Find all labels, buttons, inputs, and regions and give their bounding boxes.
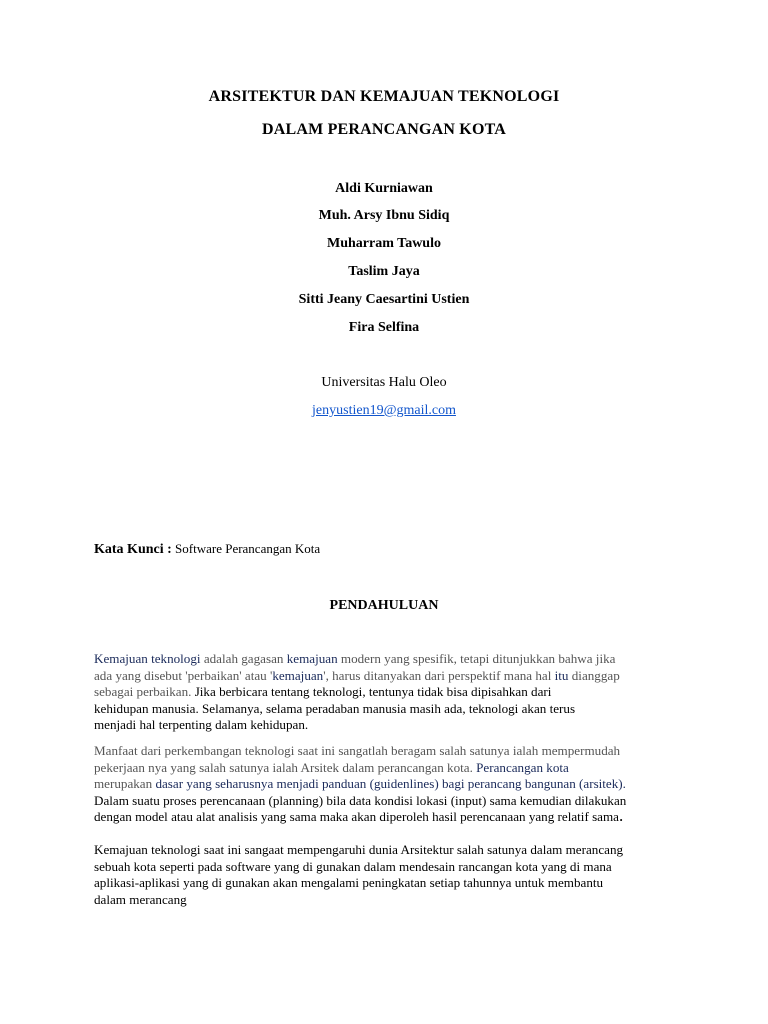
text-line: sebagai perbaikan. Jika berbicara tentang teknologi, tentunya tidak bisa dipisahkan dari: [94, 684, 552, 699]
text-line: Manfaat dari perkembangan teknologi saat ini sangatlah beragam salah satunya ialah mempermudah: [94, 743, 621, 758]
section-heading: PENDAHULUAN: [329, 598, 439, 613]
keywords-value: Software Perancangan Kota: [175, 541, 321, 556]
text-line: Kemajuan teknologi adalah gagasan kemajuan modern yang spesifik, tetapi ditunjukkan bahwa jika: [94, 651, 616, 666]
text-line: sebuah kota seperti pada software yang di gunakan dalam mendesain rancangan kota yang di mana: [94, 858, 612, 874]
text-line: dengan model atau alat analisis yang sama maka akan diperoleh hasil perencanaan yang relatif sama.: [94, 806, 624, 825]
keywords-label: Kata Kunci :: [94, 542, 172, 557]
text-line: menjadi hal terpenting dalam kehidupan.: [94, 717, 309, 732]
text-line: Dalam suatu proses perencanaan (planning) bila data kondisi lokasi (input) sama kemudian dilakukan: [94, 792, 627, 808]
author-name: Aldi Kurniawan: [335, 181, 433, 196]
email-link[interactable]: jenyustien19@gmail.com: [312, 403, 456, 418]
text-line: dalam merancang: [94, 891, 187, 907]
title-line-2: DALAM PERANCANGAN KOTA: [261, 121, 507, 138]
author-name: Muh. Arsy Ibnu Sidiq: [318, 208, 450, 223]
paragraph-2: [94, 743, 674, 826]
text-line: aplikasi-aplikasi yang di gunakan akan mengalami peningkatan setiap tahunnya untuk membantu: [94, 875, 604, 890]
text-line: ada yang disebut 'perbaikan' atau 'kemajuan', harus ditanyakan dari perspektif mana hal itu dianggap: [94, 667, 620, 683]
email-line: [0, 403, 768, 419]
text-line: merupakan dasar yang seharusnya menjadi panduan (guidenlines) bagi perancang bangunan (arsitek).: [94, 776, 626, 791]
author-name: Taslim Jaya: [348, 264, 420, 279]
text-line: pekerjaan nya yang salah satunya ialah Arsitek dalam perancangan kota. Perancangan kota: [94, 759, 569, 775]
text-line: kehidupan manusia. Selamanya, selama peradaban manusia masih ada, teknologi akan terus: [94, 700, 576, 716]
affiliation: Universitas Halu Oleo: [321, 375, 447, 390]
title-line-1: ARSITEKTUR DAN KEMAJUAN TEKNOLOGI: [208, 88, 560, 105]
paragraph-3: [94, 842, 674, 908]
keywords: [94, 541, 320, 558]
author-name: Muharram Tawulo: [327, 236, 441, 251]
author-name: Fira Selfina: [348, 320, 420, 335]
author-name: Sitti Jeany Caesartini Ustien: [298, 292, 470, 307]
paragraph-1: [94, 651, 674, 734]
text-line: Kemajuan teknologi saat ini sangaat mempengaruhi dunia Arsitektur salah satunya dalam merancang: [94, 842, 624, 857]
